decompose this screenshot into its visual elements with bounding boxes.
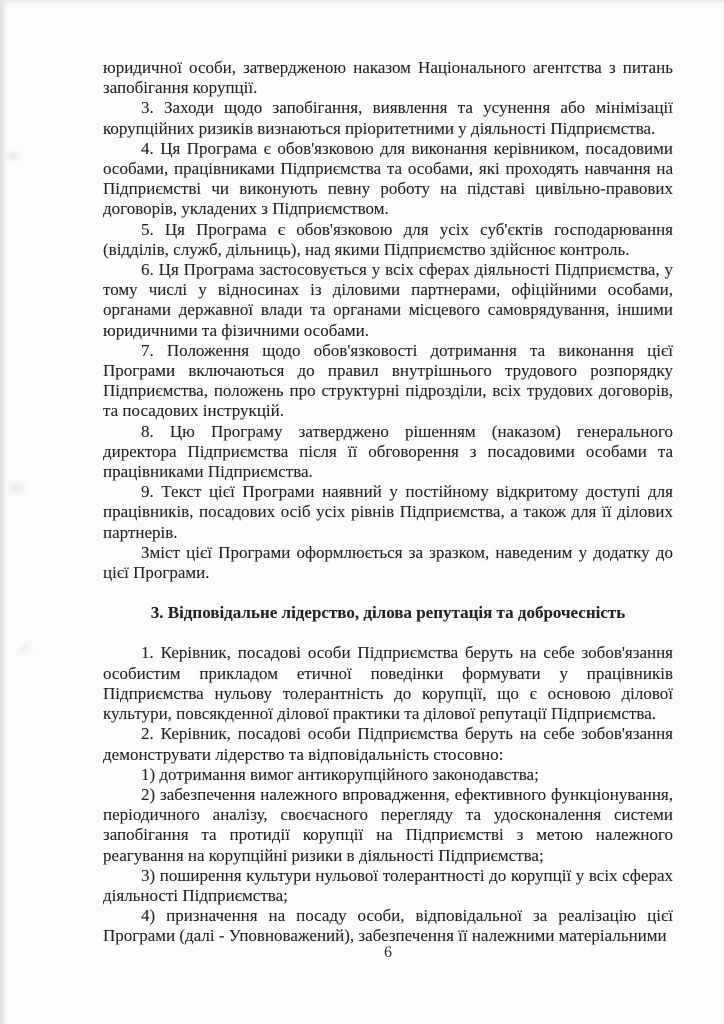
body-paragraph: 4. Ця Програма є обов'язковою для виконання керівником, посадовими особами, працівниками Підприємства та особами, які проходять навчання на Підприємстві чи виконують певну роботу на підставі цивільно-правових договорів, укладених з Підприємством. xyxy=(103,138,673,219)
scan-smudge xyxy=(20,645,30,652)
section-list-item: 2) забезпечення належного впровадження, ефективного функціонування, періодичного аналізу, своєчасного перегляду та удосконалення системи запобігання та протидії корупції на Підприємстві з метою належного реагування на корупційні ризики в діяльності Підприємства; xyxy=(103,784,673,865)
body-paragraph: 7. Положення щодо обов'язковості дотримання та виконання цієї Програми включаються до правил внутрішнього трудового розпорядку Підприємства, положень про структурні підрозділи, всіх трудових договорів, та посадових інструкцій. xyxy=(103,340,673,421)
section-paragraph: 2. Керівник, посадові особи Підприємства беруть на себе зобов'язання демонструвати лідерство та відповідальність стосовно: xyxy=(103,724,673,764)
scan-smudge xyxy=(9,484,25,493)
page-number: 6 xyxy=(384,944,392,961)
body-paragraph: 6. Ця Програма застосовується у всіх сферах діяльності Підприємства, у тому числі у відносинах із діловими партнерами, офіційними особами, органами державної влади та органами місцевого самоврядування, іншими юридичними та фізичними особами. xyxy=(103,260,673,340)
section-list-item: 4) призначення на посаду особи, відповідальної за реалізацію цієї Програми (далі - Уповноважений), забезпечення її належними матеріальними xyxy=(103,906,673,946)
section-heading: 3. Відповідальне лідерство, ділова репутація та доброчесність xyxy=(150,603,626,623)
body-paragraph: 9. Текст цієї Програми наявний у постійному відкритому доступі для працівників, посадових осіб усіх рівнів Підприємства, а також для її ділових партнерів. xyxy=(103,482,673,542)
scan-smudge xyxy=(6,152,20,160)
document-body xyxy=(103,58,673,947)
body-paragraph: 8. Цю Програму затверджено рішенням (наказом) генерального директора Підприємства після її обговорення з посадовими особами та працівниками Підприємства. xyxy=(103,421,673,482)
body-paragraph: 5. Ця Програма є обов'язковою для усіх суб'єктів господарювання (відділів, служб, дільниць), над якими Підприємство здійснює контроль. xyxy=(103,219,673,259)
section-list-item: 3) поширення культури нульової толерантності до корупції у всіх сферах діяльності Підприємства; xyxy=(103,865,673,905)
scan-top-edge-shadow xyxy=(0,0,724,5)
body-paragraph-continuation: юридичної особи, затвердженою наказом Національного агентства з питань запобігання корупції. xyxy=(103,58,673,98)
section-list-item: 1) дотримання вимог антикорупційного законодавства; xyxy=(141,764,539,784)
body-paragraph: 3. Заходи щодо запобігання, виявлення та усунення або мінімізації корупційних ризиків визнаються пріоритетними у діяльності Підприємства. xyxy=(103,98,673,138)
section-paragraph: 1. Керівник, посадові особи Підприємства беруть на себе зобов'язання особистим прикладом етичної поведінки формувати у працівників Підприємства нульову толерантність до корупції, що є основою ділової культури, повсякденної ділової практики та ділової репутації Підприємства. xyxy=(103,643,673,724)
body-paragraph: Зміст цієї Програми оформлюється за зразком, наведеним у додатку до цієї Програми. xyxy=(103,542,673,583)
